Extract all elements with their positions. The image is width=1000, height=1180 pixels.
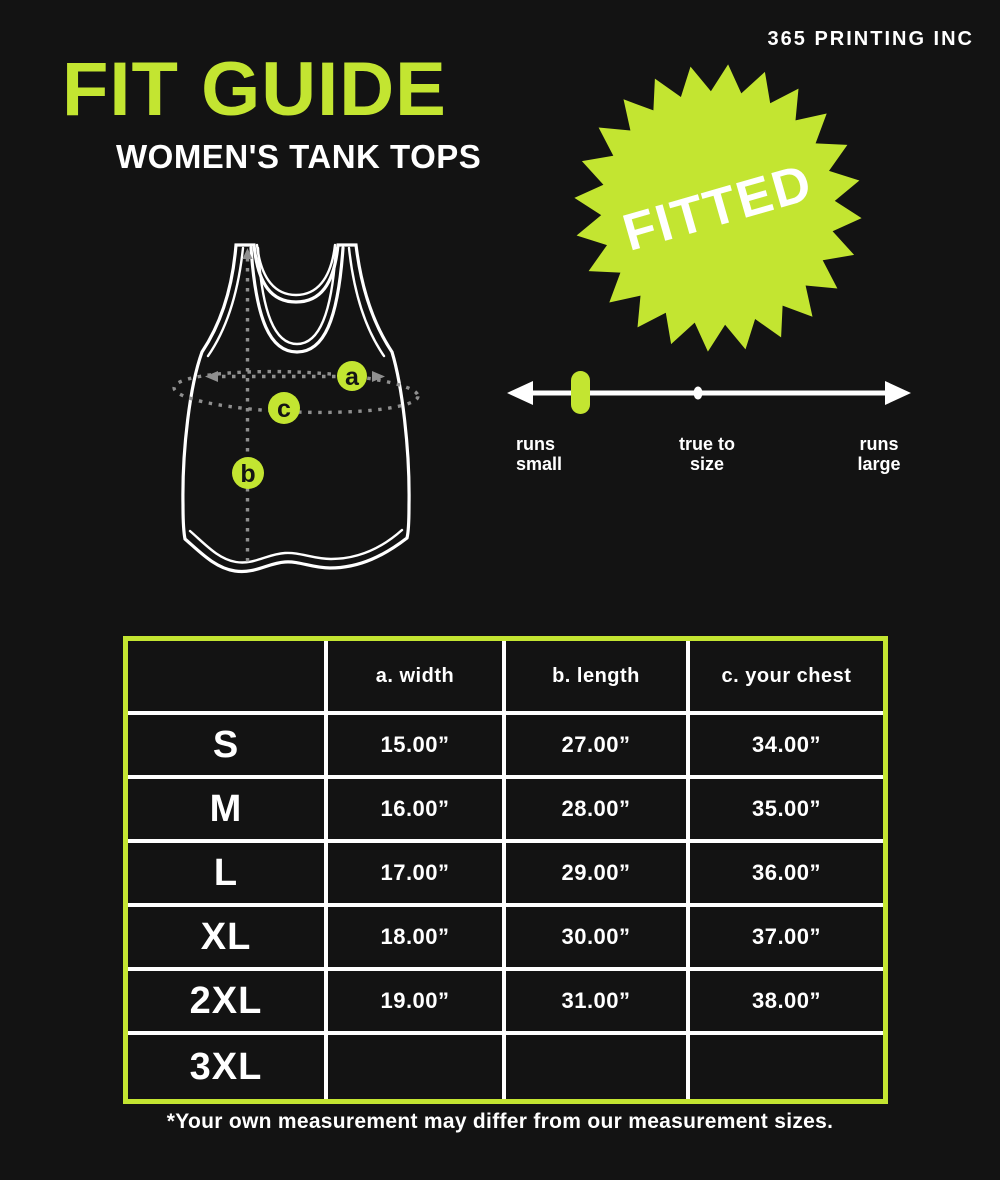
table-cell bbox=[506, 1035, 690, 1099]
table-cell: 15.00” bbox=[328, 715, 506, 779]
table-cell: 37.00” bbox=[690, 907, 883, 971]
size-label-3xl: 3XL bbox=[128, 1035, 328, 1099]
table-cell: 27.00” bbox=[506, 715, 690, 779]
size-label-2xl: 2XL bbox=[128, 971, 328, 1035]
table-cell: 18.00” bbox=[328, 907, 506, 971]
scale-label-line: true to bbox=[679, 434, 735, 454]
badge-label: FITTED bbox=[616, 153, 820, 263]
table-cell: 29.00” bbox=[506, 843, 690, 907]
table-cell: 38.00” bbox=[690, 971, 883, 1035]
marker-b-label: b bbox=[240, 460, 256, 488]
table-cell: 35.00” bbox=[690, 779, 883, 843]
tank-hem-inner-line bbox=[190, 530, 402, 563]
scale-marker bbox=[571, 371, 590, 414]
table-cell: 16.00” bbox=[328, 779, 506, 843]
table-cell: 36.00” bbox=[690, 843, 883, 907]
size-label-m: M bbox=[128, 779, 328, 843]
table-cell bbox=[690, 1035, 883, 1099]
fitted-badge bbox=[572, 62, 864, 354]
tank-right-armhole-line bbox=[349, 248, 384, 356]
column-header-length: b. length bbox=[506, 641, 690, 715]
page-subtitle: WOMEN'S TANK TOPS bbox=[116, 138, 482, 175]
column-header-width: a. width bbox=[328, 641, 506, 715]
marker-a-label: a bbox=[345, 363, 359, 391]
tank-top-diagram bbox=[55, 230, 525, 590]
scale-label-runs-small bbox=[516, 434, 562, 474]
table-cell: 19.00” bbox=[328, 971, 506, 1035]
size-label-l: L bbox=[128, 843, 328, 907]
scale-label-true-to-size bbox=[657, 434, 757, 474]
table-cell: 28.00” bbox=[506, 779, 690, 843]
scale-label-line: size bbox=[689, 454, 725, 474]
marker-c-label: c bbox=[277, 395, 291, 423]
scale-arrow-left-icon bbox=[507, 381, 533, 405]
width-arrow-left-icon bbox=[205, 371, 218, 382]
page-title: FIT GUIDE bbox=[62, 47, 447, 132]
size-label-s: S bbox=[128, 715, 328, 779]
scale-label-line: runs bbox=[859, 434, 899, 454]
table-cell: 31.00” bbox=[506, 971, 690, 1035]
scale-label-line: runs bbox=[516, 434, 556, 454]
table-cell: 30.00” bbox=[506, 907, 690, 971]
scale-arrow-right-icon bbox=[885, 381, 911, 405]
footnote: *Your own measurement may differ from our measurement sizes. bbox=[166, 1110, 834, 1133]
scale-label-runs-large bbox=[829, 434, 929, 474]
scale-label-line: small bbox=[516, 454, 563, 474]
table-cell: 34.00” bbox=[690, 715, 883, 779]
table-cell: 17.00” bbox=[328, 843, 506, 907]
brand-text: 365 PRINTING INC bbox=[767, 28, 974, 50]
column-header-size bbox=[128, 641, 328, 715]
scale-label-line: large bbox=[857, 454, 901, 474]
size-label-xl: XL bbox=[128, 907, 328, 971]
true-to-size-tick bbox=[694, 387, 703, 400]
fit-scale-arrow bbox=[490, 356, 920, 430]
table-cell bbox=[328, 1035, 506, 1099]
column-header-chest: c. your chest bbox=[690, 641, 883, 715]
size-chart-table bbox=[123, 636, 888, 1104]
